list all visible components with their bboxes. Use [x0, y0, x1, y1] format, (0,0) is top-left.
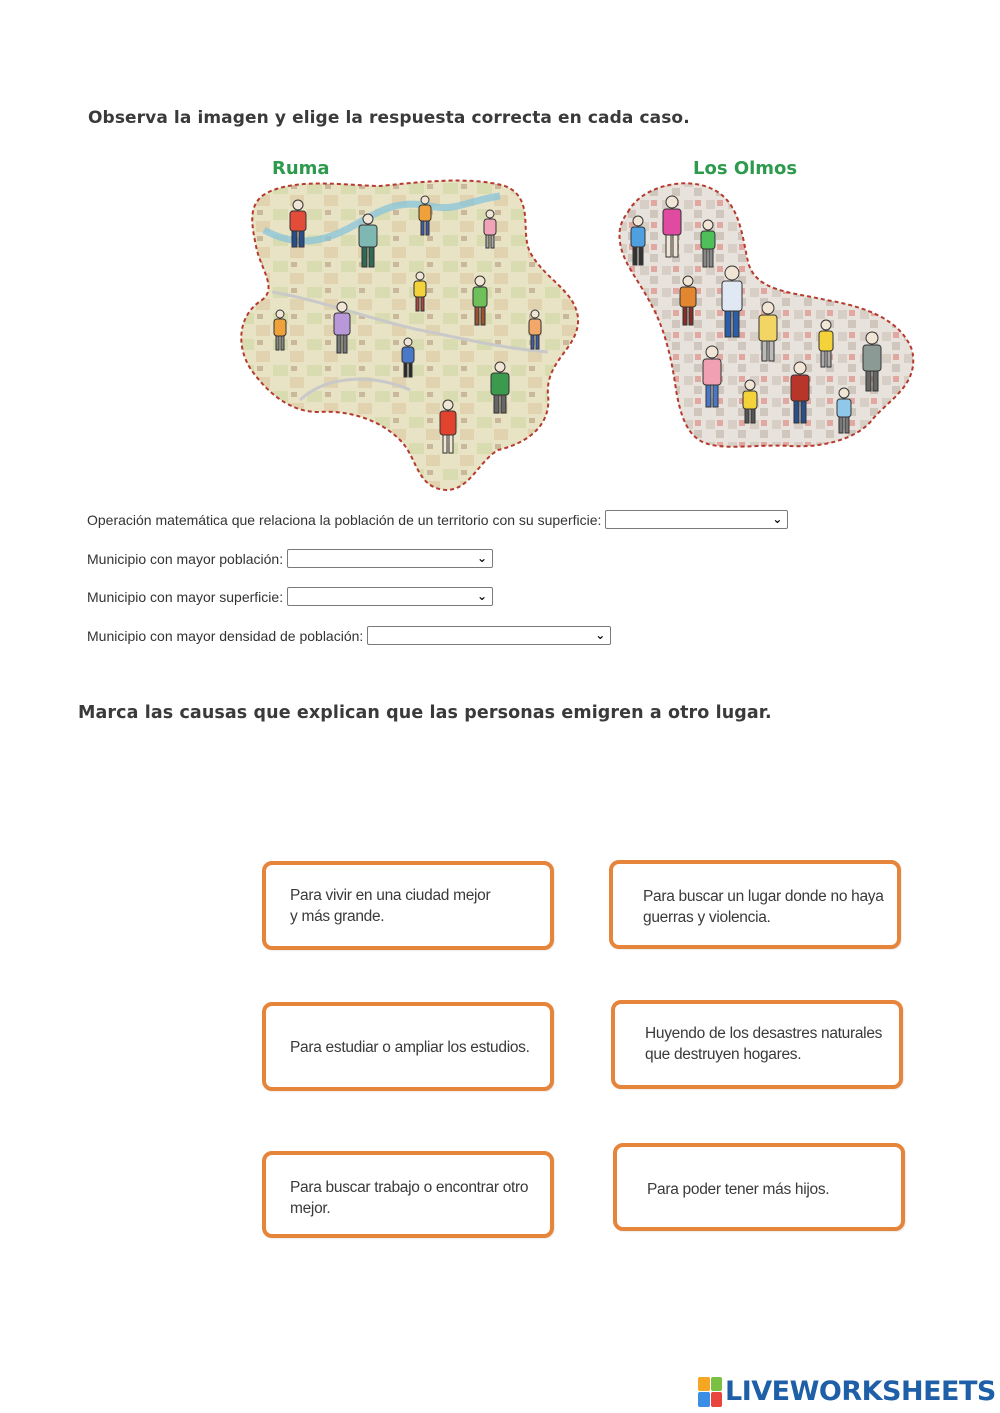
- option-text-line: Para buscar un lugar donde no haya: [643, 888, 884, 905]
- option-text-line: Huyendo de los desastres naturales: [645, 1025, 883, 1042]
- liveworksheets-logo: [698, 1376, 996, 1407]
- option-text-line: Para buscar trabajo o encontrar otro: [290, 1179, 529, 1196]
- option-card-city[interactable]: [262, 861, 554, 950]
- answer-select-population[interactable]: [287, 549, 493, 568]
- option-card-children[interactable]: [613, 1143, 905, 1231]
- option-card-work[interactable]: [262, 1151, 554, 1238]
- chevron-down-icon: ⌄: [477, 589, 488, 603]
- question-row-population: [87, 549, 493, 568]
- chevron-down-icon: ⌄: [595, 628, 606, 642]
- option-card-war[interactable]: [609, 860, 901, 949]
- option-text-line: y más grande.: [290, 908, 385, 925]
- chevron-down-icon: ⌄: [772, 512, 783, 526]
- option-text-line: Para vivir en una ciudad mejor: [290, 887, 491, 904]
- question-label-population: Municipio con mayor población:: [87, 550, 284, 567]
- question-label-surface: Municipio con mayor superficie:: [87, 588, 284, 605]
- option-card-study[interactable]: [262, 1002, 554, 1091]
- answer-select-density[interactable]: [367, 626, 611, 645]
- option-text-line: que destruyen hogares.: [645, 1046, 802, 1063]
- question-label-operation: Operación matemática que relaciona la población de un territorio con su superficie:: [87, 511, 602, 528]
- instruction-heading-1: Observa la imagen y elige la respuesta correcta en cada caso.: [88, 108, 690, 128]
- option-text-line: Para estudiar o ampliar los estudios.: [290, 1039, 530, 1056]
- answer-select-operation[interactable]: [605, 510, 788, 529]
- brand-blocks-icon: [698, 1377, 722, 1407]
- map-title-ruma: Ruma: [272, 158, 330, 179]
- answer-select-surface[interactable]: [287, 587, 493, 606]
- map-title-los-olmos: Los Olmos: [693, 158, 798, 179]
- question-row-surface: [87, 587, 493, 606]
- question-row-density: [87, 626, 611, 645]
- instruction-heading-2: Marca las causas que explican que las personas emigren a otro lugar.: [78, 703, 772, 723]
- brand-wordmark: LIVEWORKSHEETS: [725, 1376, 996, 1407]
- option-text-line: guerras y violencia.: [643, 909, 771, 926]
- question-label-density: Municipio con mayor densidad de población:: [87, 627, 364, 644]
- option-text-line: Para poder tener más hijos.: [647, 1181, 830, 1198]
- chevron-down-icon: ⌄: [477, 551, 488, 565]
- option-text-line: mejor.: [290, 1200, 331, 1217]
- option-card-disasters[interactable]: [611, 1000, 903, 1089]
- question-row-operation: [87, 510, 788, 529]
- population-maps-illustration: [0, 0, 1000, 500]
